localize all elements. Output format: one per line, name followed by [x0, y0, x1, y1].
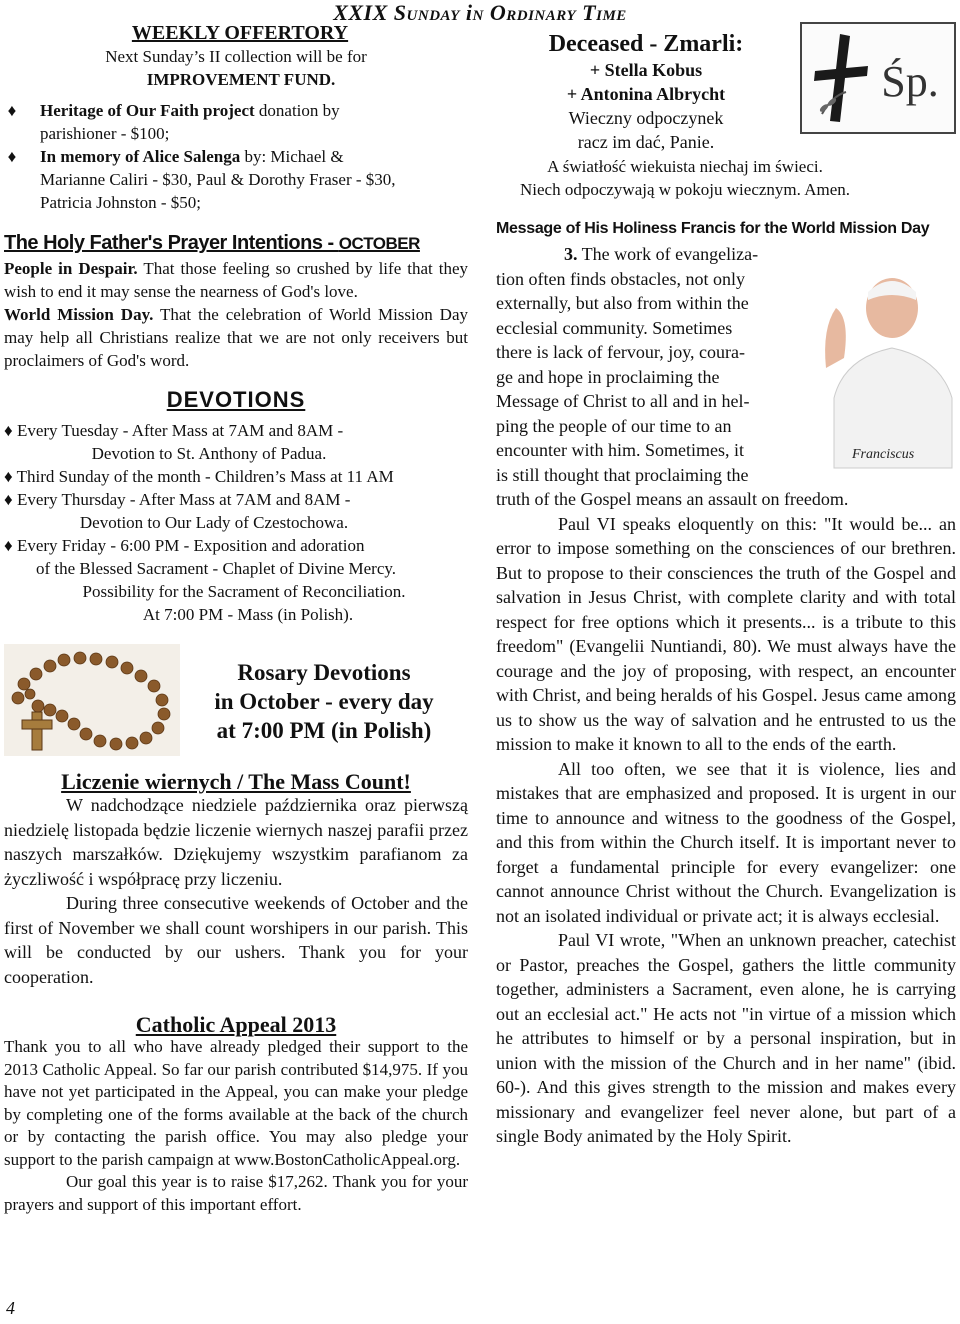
prayer-intention-title: World Mission Day. — [4, 305, 154, 324]
message-paragraph: All too often, we see that it is violence, lies and mistakes that are emphasized and proposed. It is urgent in our time to announce and witness to the goodness of the Gospel, and this from within the Church itself. It is important never to forget a fundamental principle for every evangelizer: one cannot announce Christ without the Church. Evangelization is not an isolated individual or private act; it is always ecclesial. — [496, 758, 956, 926]
prayer-line: Wieczny odpoczynek — [568, 108, 724, 128]
message-line: The work of evangeliza- — [577, 244, 759, 264]
mass-count-polish: W nadchodzące niedziele października oraz pierwszą niedzielę listopada będzie liczenie wiernych naszej parafii przez naszych marszałków. Dziękujemy wszystkim parafianom za życzliwość i współpracę przy liczeniu. — [4, 795, 468, 889]
message-line: tion often finds obstacles, not only — [496, 268, 745, 289]
rosary-line: at 7:00 PM (in Polish) — [216, 718, 432, 743]
svg-text:Franciscus: Franciscus — [852, 447, 915, 462]
sp-abbrev: Śp. — [881, 57, 939, 106]
prayer-intention-title: People in Despair. — [4, 259, 138, 278]
message-line: ecclesial community. Sometimes — [496, 317, 733, 338]
offertory-item-text: donation by — [254, 101, 340, 120]
message-line: ping the people of our time to an — [496, 415, 732, 436]
devotion-item — [4, 465, 468, 488]
offertory-line: Next Sunday’s II collection will be for — [105, 47, 367, 66]
deceased-block — [496, 30, 796, 154]
message-line: is still thought that proclaiming the — [496, 464, 749, 485]
message-heading: Message of His Holiness Francis for the World Mission Day — [496, 220, 930, 237]
diamond-bullet-icon: ♦ — [7, 147, 17, 166]
offertory-item-title: In memory of Alice Salenga — [40, 147, 241, 166]
prayer-line: A światłość wiekuista niechaj im świeci. — [547, 157, 823, 176]
cross-icon — [802, 24, 954, 132]
devotion-text: Every Thursday - After Mass at 7AM and 8AM - — [16, 490, 351, 509]
devotion-item — [4, 419, 468, 442]
devotion-text: Every Friday - 6:00 PM - Exposition and adoration — [16, 536, 365, 555]
diamond-bullet-icon: ♦ — [4, 421, 17, 440]
page-header-title: XXIX Sunday in Ordinary Time — [333, 0, 627, 25]
devotion-text: At 7:00 PM - Mass (in Polish). — [142, 605, 354, 624]
message-intro — [496, 242, 806, 487]
paragraph-number: 3. — [564, 244, 578, 264]
offertory-item-text: Marianne Caliri - $30, Paul & Dorothy Fraser - $30, — [40, 170, 396, 189]
deceased-heading: Deceased - Zmarli: — [548, 31, 744, 57]
prayer-intention — [4, 303, 468, 372]
message-paragraph: Paul VI wrote, "When an unknown preacher, catechist or Pastor, preaches the Gospel, gathers the little community together, administers a Sacrament, even alone, he is carrying out an ecclesial act." He acts not "in virtue of a mission which he attributes to himself or by a personal inspiration, but in union with the mission of the Church and in her name" (ibid. 60-). And this gives strength to the mission and makes every missionary and evangelizer feel never alone, but part of a single Body animated by the Holy Spirit. — [496, 930, 956, 1146]
deceased-name: + Antonina Albrycht — [566, 84, 726, 104]
mass-count-heading: Liczenie wiernych / The Mass Count! — [61, 769, 411, 794]
message-line: truth of the Gospel means an assault on freedom. — [496, 489, 849, 509]
rosary-announcement — [188, 658, 460, 745]
devotion-text: Every Tuesday - After Mass at 7AM and 8AM - — [16, 421, 344, 440]
left-column — [4, 22, 468, 1216]
appeal-goal: Our goal this year is to raise $17,262. Thank you for your prayers and support of this important effort. — [4, 1172, 468, 1214]
rosary-line: in October - every day — [214, 689, 434, 714]
message-paragraph: Paul VI speaks eloquently on this: "It would be... an error to impose something on the consciences of our brethren. But to propose to their consciences the truth of the Gospel and salvation in Jesus Christ, with complete clarity and with total respect for free options which it presents... is a tribute to this freedom" (Evangelii Nuntiandi, 80). We must always have the courage and the joy of proposing, with respect, an encounter with Christ, and being heralds of his Gospel. Jesus came among us to show us the way of salvation and he entrusted to us the mission to make it known to all to the ends of the earth. — [496, 513, 956, 754]
prayer-line: racz im dać, Panie. — [577, 132, 715, 152]
rosary-section — [4, 644, 468, 756]
cross-emblem — [800, 22, 956, 134]
diamond-bullet-icon: ♦ — [4, 536, 17, 555]
pope-photo — [812, 248, 958, 470]
devotion-item — [4, 534, 468, 557]
offertory-item-text: by: Michael & — [240, 147, 344, 166]
diamond-bullet-icon: ♦ — [4, 490, 17, 509]
prayer-heading-text: The Holy Father's Prayer Intentions - — [4, 232, 339, 254]
offertory-heading: WEEKLY OFFERTORY — [131, 22, 349, 44]
diamond-bullet-icon: ♦ — [7, 101, 17, 120]
message-line: there is lack of fervour, joy, coura- — [496, 342, 746, 362]
deceased-name: + Stella Kobus — [589, 60, 703, 80]
rosary-photo — [4, 644, 180, 756]
catholic-appeal-heading: Catholic Appeal 2013 — [135, 1012, 337, 1037]
devotion-text: Devotion to St. Anthony of Padua. — [91, 444, 327, 463]
devotion-item — [4, 488, 468, 511]
mass-count-english: During three consecutive weekends of October and the first of November we shall count worshipers in our parish. This will be conducted by our ushers. Thank you for your cooperation. — [4, 893, 468, 987]
offertory-item-text: parishioner - $100; — [40, 124, 170, 143]
message-body — [496, 487, 956, 1149]
prayer-intention-text: That the celebration of World Mission Day may help all Christians realize that we are not only receivers but proclaimers of God's word. — [4, 305, 468, 370]
devotions-heading: DEVOTIONS — [166, 387, 306, 412]
devotions-list — [4, 419, 468, 626]
prayer-intention-text: That those feeling so crushed by life that they wish to end it may sense the nearness of God's love. — [4, 259, 468, 301]
prayer-intentions-heading — [4, 232, 468, 255]
devotion-text: Third Sunday of the month - Children’s Mass at 11 AM — [16, 467, 394, 486]
offertory-item — [4, 99, 468, 145]
message-line: externally, but also from within the — [496, 293, 749, 313]
offertory-item-title: Heritage of Our Faith project — [40, 101, 255, 120]
page-number: 4 — [6, 1298, 15, 1318]
offertory-fund: IMPROVEMENT FUND. — [146, 70, 336, 89]
diamond-bullet-icon: ♦ — [4, 467, 17, 486]
message-line: encounter with him. Sometimes, it — [496, 440, 744, 460]
prayer-heading-month: OCTOBER — [338, 234, 420, 253]
prayer-line: Niech odpoczywają w pokoju wiecznym. Amen. — [520, 180, 850, 199]
rosary-line: Rosary Devotions — [237, 660, 411, 685]
prayer-intention — [4, 257, 468, 303]
devotion-text: Devotion to Our Lady of Czestochowa. — [79, 513, 349, 532]
offertory-item — [4, 145, 468, 214]
offertory-item-text: Patricia Johnston - $50; — [40, 193, 202, 212]
devotion-text: of the Blessed Sacrament - Chaplet of Divine Mercy. — [36, 559, 397, 578]
message-line: ge and hope in proclaiming the — [496, 366, 720, 387]
appeal-paragraph: Thank you to all who have already pledged their support to the 2013 Catholic Appeal. So far our parish contributed $14,975. If you have not yet participated in the Appeal, you can make your pledge by completing one of the forms available at the back of the church or by contacting the parish office. You may also pledge your support to the parish campaign at www.BostonCatholicAppeal.org. — [4, 1037, 468, 1169]
devotion-text: Possibility for the Sacrament of Reconciliation. — [82, 582, 406, 601]
message-line: Message of Christ to all and in hel- — [496, 391, 750, 411]
